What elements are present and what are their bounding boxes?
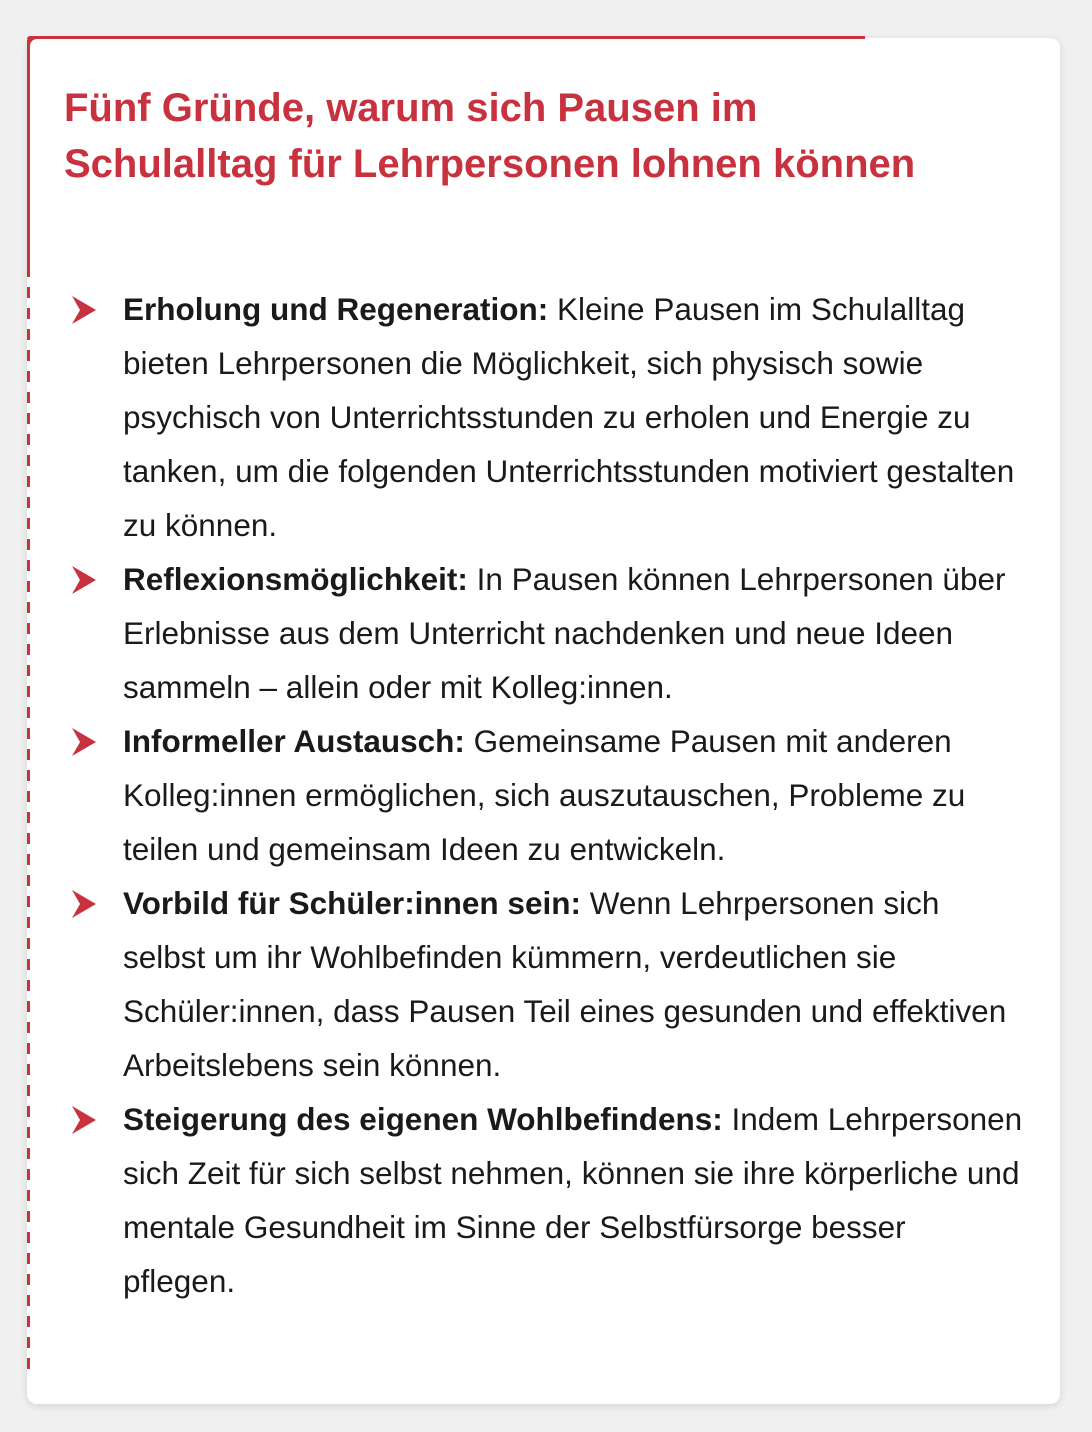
item-term: Erholung und Regeneration: bbox=[123, 291, 549, 327]
page-title: Fünf Gründe, warum sich Pausen im Schulalltag für Lehrpersonen lohnen können bbox=[64, 86, 916, 186]
item-term: Vorbild für Schüler:innen sein: bbox=[123, 885, 581, 921]
list-item bbox=[64, 552, 1024, 714]
item-text: Kleine Pausen im Schulalltag bieten Lehrpersonen die Möglichkeit, sich physisch sowie psychisch von Unterrichtsstunden zu erholen und Energie zu tanken, um die folgenden Unterrichtsstunden motiviert gestalten zu können. bbox=[123, 291, 1015, 543]
left-accent-rule bbox=[27, 38, 30, 266]
chevron-arrow-icon bbox=[71, 727, 97, 757]
left-dashed-rule bbox=[27, 266, 30, 1376]
chevron-arrow-icon bbox=[71, 295, 97, 325]
reasons-list bbox=[64, 282, 1024, 1308]
list-item bbox=[64, 282, 1024, 552]
item-term: Informeller Austausch: bbox=[123, 723, 465, 759]
item-text: Wenn Lehrpersonen sich selbst um ihr Wohlbefinden kümmern, verdeutlichen sie Schüler:innen, dass Pausen Teil eines gesunden und effektiven Arbeitslebens sein können. bbox=[123, 885, 1007, 1083]
chevron-arrow-icon bbox=[71, 565, 97, 595]
item-text: In Pausen können Lehrpersonen über Erlebnisse aus dem Unterricht nachdenken und neue Ideen sammeln – allein oder mit Kolleg:innen. bbox=[123, 561, 1006, 705]
item-text: Gemeinsame Pausen mit anderen Kolleg:innen ermöglichen, sich auszutauschen, Probleme zu teilen und gemeinsam Ideen zu entwickeln. bbox=[123, 723, 966, 867]
item-text: Indem Lehrpersonen sich Zeit für sich selbst nehmen, können sie ihre körperliche und mentale Gesundheit im Sinne der Selbstfürsorge besser pflegen. bbox=[123, 1101, 1023, 1299]
chevron-arrow-icon bbox=[71, 889, 97, 919]
list-item bbox=[64, 876, 1024, 1092]
list-item bbox=[64, 1092, 1024, 1308]
item-term: Steigerung des eigenen Wohlbefindens: bbox=[123, 1101, 723, 1137]
chevron-arrow-icon bbox=[71, 1105, 97, 1135]
list-item bbox=[64, 714, 1024, 876]
top-accent-rule bbox=[27, 36, 865, 39]
item-term: Reflexionsmöglichkeit: bbox=[123, 561, 468, 597]
